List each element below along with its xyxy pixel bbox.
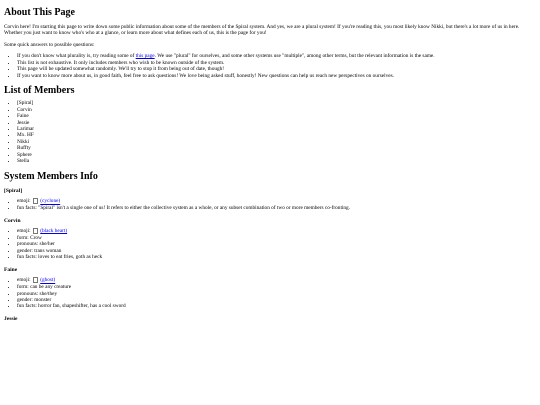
member-list-item: • Corvin xyxy=(17,107,536,113)
member-list-item: • Larimar xyxy=(17,126,536,132)
quick-answers-intro: Some quick answers to possible questions: xyxy=(4,41,95,48)
cyclone-link[interactable]: (cyclone) xyxy=(40,198,61,205)
cyclone-icon xyxy=(33,198,38,204)
faq-item: • This page will be updated somewhat randomly. We'll try to stop it from being out of date, though! xyxy=(17,66,536,72)
members-list xyxy=(4,100,536,165)
member-list-item: • Mx. HF xyxy=(17,132,536,138)
form-entry: • form: Crow xyxy=(17,235,536,241)
member-heading-spiral: [Spiral] xyxy=(4,187,23,194)
member-heading-faine: Faine xyxy=(4,266,18,273)
emoji-entry: • emoji: (ghost) xyxy=(17,277,536,284)
black-heart-icon xyxy=(33,228,38,234)
black-heart-link[interactable]: (black heart) xyxy=(40,228,68,235)
member-details-faine xyxy=(4,277,536,309)
member-list-item: • Ruffty xyxy=(17,145,536,151)
faq-item: • If you want to know more about us, in good faith, feel free to ask questions! We love being asked stuff, honestly! New questions can help us reach new perspectives on ourselves. xyxy=(17,73,536,79)
emoji-entry: • emoji: (cyclone) xyxy=(17,198,536,205)
fun-facts: • fun facts: horror fan, shapeshifter, has a cool sword xyxy=(17,303,536,309)
ghost-link[interactable]: (ghost) xyxy=(40,277,56,284)
pronouns-entry: • pronouns: she/her xyxy=(17,241,536,247)
member-heading-jessie: Jessie xyxy=(4,315,18,322)
fun-facts: • fun facts: loves to eat fries, goth as heck xyxy=(17,254,536,260)
faq-item: • If you don't know what plurality is, try reading some of this page. We use "plural" for ourselves, and some other systems use "multiple", among other terms, but the relevant information is the same. xyxy=(17,53,536,59)
faq-list xyxy=(4,53,536,79)
member-list-item: • Stella xyxy=(17,158,536,164)
gender-entry: • gender: trans woman xyxy=(17,248,536,254)
intro-paragraph: Corvin here! I'm starting this page to write down some public information about some of the members of the Spiral system. And yes, we are a plural system! If you're reading this, you most likely know Nikki, but there's a lot more of us in here. Whether you just want to know who's who at a glance, or learn more about what defines each of us, this is the page for you! xyxy=(4,24,520,37)
member-list-item: • [Spiral] xyxy=(17,100,536,106)
member-details-spiral xyxy=(4,198,536,211)
members-info-heading: System Members Info xyxy=(4,170,98,182)
pronouns-entry: • pronouns: she/they xyxy=(17,291,536,297)
member-details-corvin xyxy=(4,228,536,260)
member-list-item: • Jessie xyxy=(17,120,536,126)
member-list-item: • Faine xyxy=(17,113,536,119)
member-list-item: • Nikki xyxy=(17,139,536,145)
page-title: About This Page xyxy=(4,7,75,18)
ghost-icon xyxy=(33,277,38,283)
plurality-link[interactable]: this page xyxy=(135,53,155,60)
members-list-heading: List of Members xyxy=(4,85,75,97)
faq-item: • This list is not exhaustive. It only includes members who wish to be known outside of the system. xyxy=(17,60,536,66)
form-entry: • form: can be any creature xyxy=(17,284,536,290)
fun-facts: • fun facts: "Spiral" isn't a single one of us! It refers to either the collective system as a whole, or any subset combination of two or more members co-fronting. xyxy=(17,205,536,211)
member-heading-corvin: Corvin xyxy=(4,217,21,224)
member-list-item: • Sphere xyxy=(17,152,536,158)
gender-entry: • gender: monster xyxy=(17,297,536,303)
emoji-entry: • emoji: (black heart) xyxy=(17,228,536,235)
